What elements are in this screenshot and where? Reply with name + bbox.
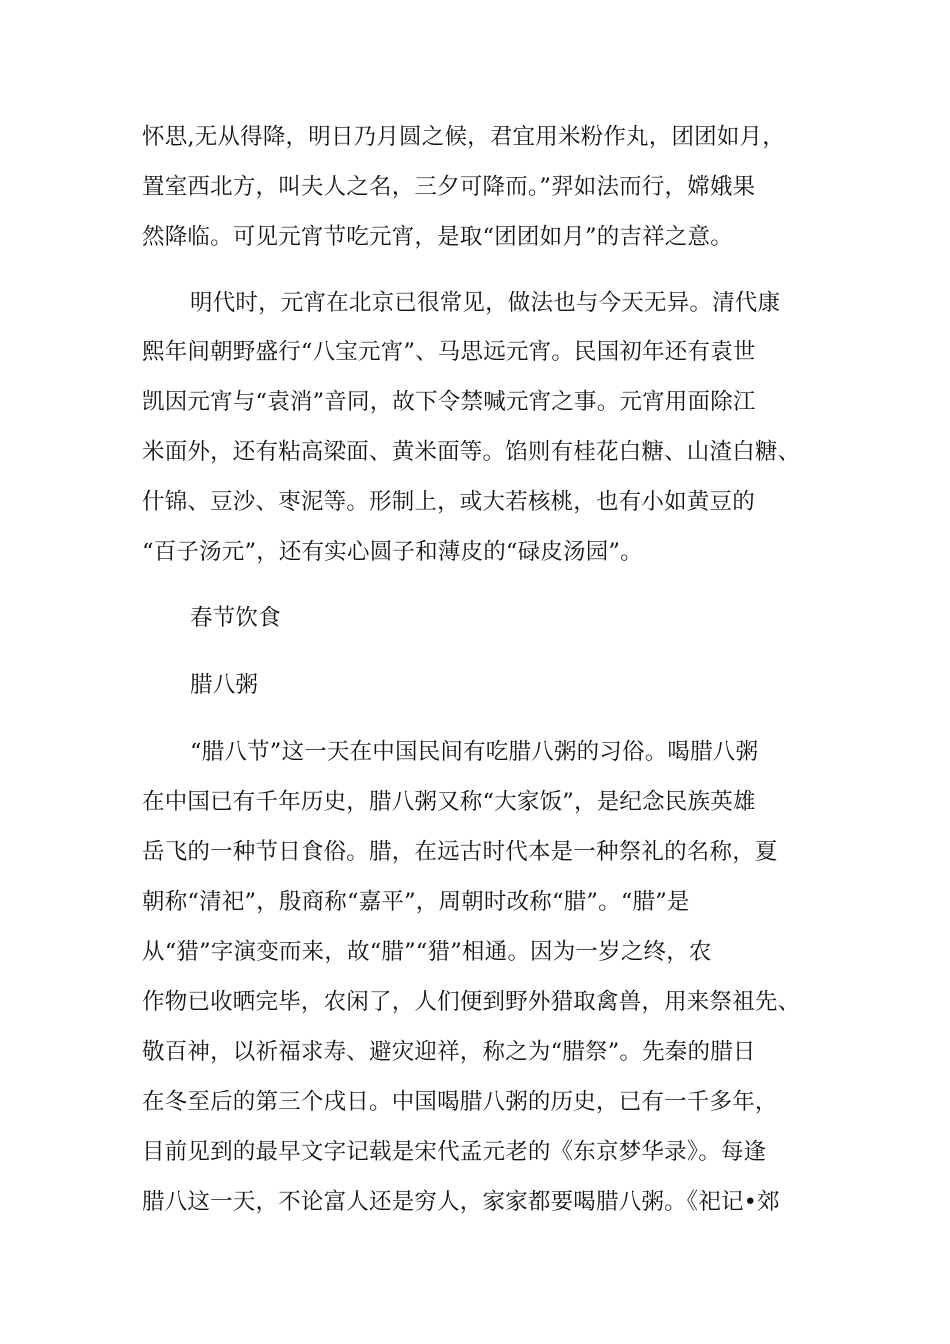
text-line: “百子汤元”，还有实心圆子和薄皮的“碌皮汤园”。 bbox=[142, 539, 643, 565]
text-line: 置室西北方，叫夫人之名，三夕可降而。”羿如法而行，嫦娥果 bbox=[142, 174, 756, 200]
text-line: 朝称“清祀”，殷商称“嘉平”，周朝时改称“腊”。“腊”是 bbox=[142, 889, 690, 915]
text-line: 怀思,无从得降，明日乃月圆之候，君宜用米粉作丸，团团如月， bbox=[142, 124, 785, 150]
text-line: 岳飞的一种节日食俗。腊，在远古时代本是一种祭礼的名称，夏 bbox=[142, 839, 778, 865]
text-line: 从“猎”字演变而来，故“腊”“猎”相通。因为一岁之终，农 bbox=[142, 939, 712, 965]
text-line: 然降临。可见元宵节吃元宵，是取“团团如月”的吉祥之意。 bbox=[142, 224, 733, 250]
text-line: 米面外，还有粘高梁面、黄米面等。馅则有桂花白糖、山渣白糖、 bbox=[142, 439, 801, 465]
text-line: 凯因元宵与“袁消”音同，故下令禁喊元宵之事。元宵用面除江 bbox=[142, 389, 756, 415]
paragraph-first-line: “腊八节”这一天在中国民间有吃腊八粥的习俗。喝腊八粥 bbox=[190, 739, 759, 765]
text-line: 在冬至后的第三个戌日。中国喝腊八粥的历史，已有一千多年， bbox=[142, 1089, 778, 1115]
text-line: 目前见到的最早文字记载是宋代孟元老的《东京梦华录》。每逢 bbox=[142, 1139, 767, 1165]
text-line: 熙年间朝野盛行“八宝元宵”、马思远元宵。民国初年还有袁世 bbox=[142, 339, 756, 365]
text-line: 在中国已有千年历史，腊八粥又称“大家饭”，是纪念民族英雄 bbox=[142, 789, 756, 815]
paragraph-first-line: 明代时，元宵在北京已很常见，做法也与今天无异。清代康 bbox=[190, 290, 781, 316]
subsection-heading: 腊八粥 bbox=[190, 672, 259, 698]
text-line: 腊八这一天，不论富人还是穷人，家家都要喝腊八粥。《祀记•郊 bbox=[142, 1189, 780, 1215]
text-line: 什锦、豆沙、枣泥等。形制上，或大若核桃，也有小如黄豆的 bbox=[142, 489, 755, 515]
text-line: 作物已收晒完毕，农闲了，人们便到野外猎取禽兽，用来祭祖先、 bbox=[142, 989, 801, 1015]
section-heading: 春节饮食 bbox=[190, 605, 281, 631]
text-line: 敬百神，以祈福求寿、避灾迎祥，称之为“腊祭”。先秦的腊日 bbox=[142, 1039, 756, 1065]
